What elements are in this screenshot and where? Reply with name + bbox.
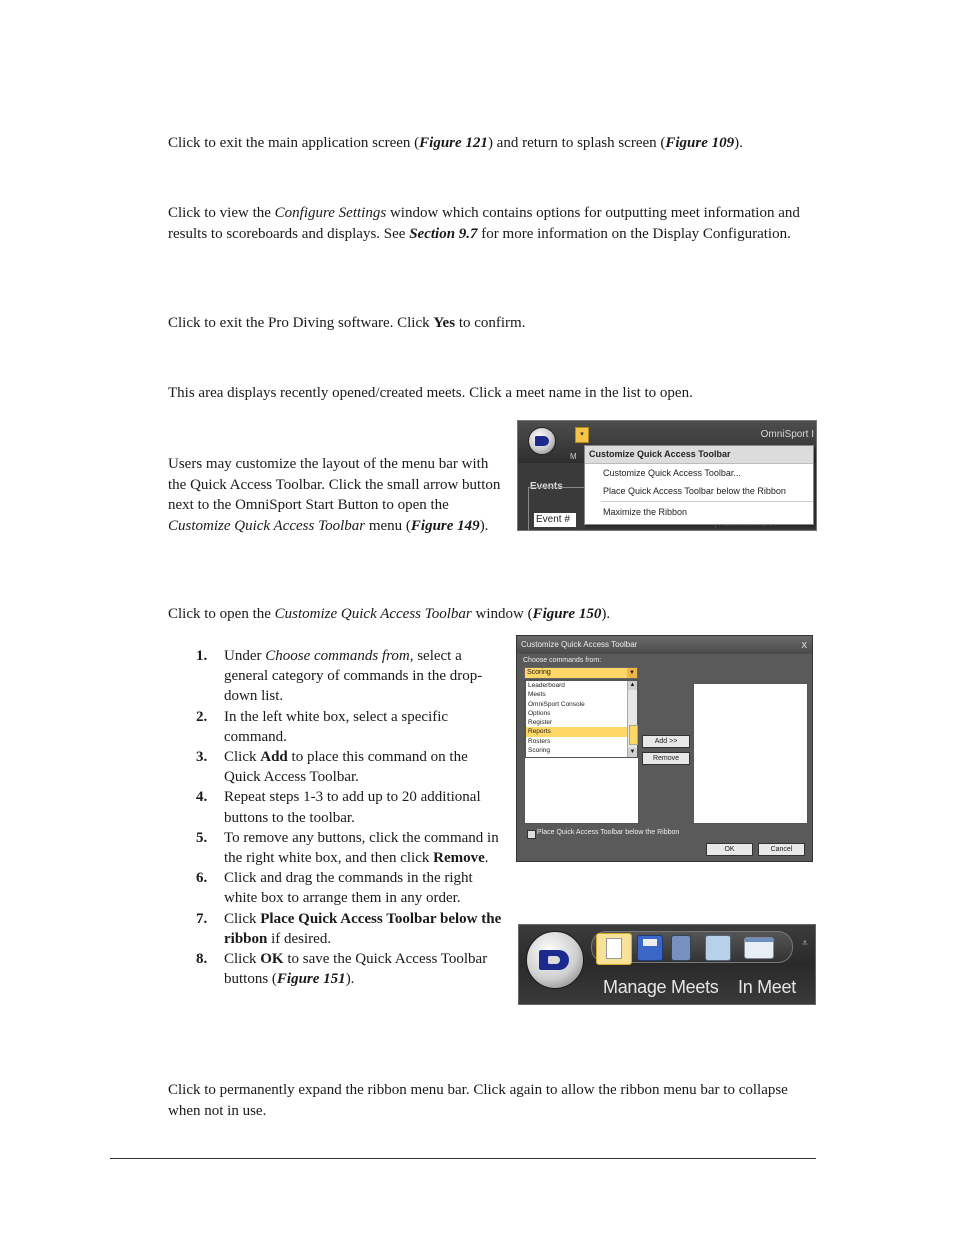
- page-icon: [606, 938, 622, 959]
- save-icon[interactable]: [637, 935, 663, 961]
- logo-d-icon: [535, 436, 549, 446]
- figure-ref: Figure 151: [276, 971, 346, 988]
- list-item[interactable]: OmniSport Console: [528, 700, 585, 708]
- text: OK: [260, 951, 284, 968]
- save-label-icon: [643, 939, 657, 946]
- customize-window-paragraph: [168, 604, 818, 625]
- figure-149-qat-menu: [517, 420, 817, 531]
- text: ).: [345, 971, 355, 988]
- menu-separator: [601, 501, 813, 502]
- scroll-up-icon[interactable]: ▲: [629, 682, 636, 688]
- list-item[interactable]: Rosters: [528, 737, 551, 745]
- text: to save the Quick Access Toolbar buttons (: [224, 951, 488, 988]
- list-item: [196, 747, 506, 787]
- list-item[interactable]: Leaderboard: [528, 682, 565, 689]
- qat-context-menu: [584, 445, 814, 525]
- text: for more information on the Display Configuration.: [477, 225, 791, 242]
- text: Click to exit the Pro Diving software. Click: [168, 315, 434, 331]
- window-title: Customize Quick Access Toolbar: [521, 640, 638, 649]
- list-item: [196, 949, 506, 989]
- text: Click: [224, 749, 261, 766]
- choose-commands-label: Choose commands from:: [523, 657, 602, 664]
- list-item: [196, 707, 506, 747]
- commands-category-select[interactable]: [524, 667, 638, 679]
- menu-item-customize[interactable]: Customize Quick Access Toolbar...: [603, 468, 741, 478]
- menu-name: Customize Quick Access Toolbar: [168, 517, 366, 534]
- text: .: [484, 850, 489, 867]
- place-below-label: Place Quick Access Toolbar below the Ribbon: [537, 829, 680, 836]
- tab-stub: M: [570, 452, 577, 461]
- binder-icon[interactable]: [671, 935, 691, 961]
- qat-dropdown-arrow-icon[interactable]: ▾: [575, 427, 589, 443]
- text: Click to permanently expand the ribbon menu bar. Click again to allow the ribbon menu bar to collapse when not in use.: [168, 1082, 788, 1119]
- list-item: [196, 787, 506, 827]
- yes-label: Yes: [433, 315, 456, 331]
- maximize-paragraph: [168, 1080, 818, 1121]
- configure-paragraph: [168, 203, 818, 244]
- figure-150-customize-window: [516, 635, 813, 862]
- window-name: Customize Quick Access Toolbar: [274, 606, 472, 622]
- text: To remove any buttons, click the command in the right white box, and then click: [224, 829, 499, 867]
- text: Place Quick Access Toolbar below the ribbon: [224, 910, 502, 947]
- list-item: [196, 646, 506, 707]
- tab-manage-meets[interactable]: Manage Meets: [603, 977, 719, 997]
- text: ).: [601, 606, 611, 622]
- footer-rule: [110, 1158, 816, 1159]
- omnisport-title: OmniSport I: [760, 429, 814, 440]
- text: ) and return to splash screen (: [487, 135, 666, 151]
- text: Under: [224, 648, 266, 664]
- text: Choose commands from: [265, 648, 410, 664]
- list-item: [196, 909, 506, 949]
- list-item[interactable]: Meets: [528, 691, 546, 699]
- text: menu (: [365, 517, 411, 534]
- exit-meet-paragraph: [168, 133, 818, 154]
- figure-ref: Figure 121: [419, 135, 488, 151]
- figure-151-toolbar: [518, 924, 816, 1005]
- close-icon[interactable]: x: [801, 639, 807, 651]
- step-number: 8.: [196, 951, 208, 968]
- text: Users may customize the layout of the menu bar with the Quick Access Toolbar. Click the small arrow button next to the OmniSport Start Button to open the: [168, 456, 501, 513]
- chevron-down-icon[interactable]: ▼: [627, 668, 637, 678]
- text: Click to open the: [168, 606, 275, 622]
- window-titlebar: [517, 636, 812, 654]
- print-icon[interactable]: [705, 935, 731, 961]
- scroll-thumb[interactable]: [629, 725, 638, 745]
- text: Click to view the: [168, 205, 275, 221]
- text: if desired.: [267, 930, 332, 947]
- text: Click: [224, 910, 261, 927]
- select-value: Scoring: [527, 669, 551, 676]
- text: This area displays recently opened/created meets. Click a meet name in the list to open.: [168, 385, 693, 401]
- add-button[interactable]: Add >>: [642, 735, 690, 748]
- exit-app-paragraph: [168, 313, 818, 334]
- text: Click: [224, 951, 261, 968]
- text: Repeat steps 1-3 to add up to 20 additional buttons to the toolbar.: [224, 789, 481, 826]
- text: Click to exit the main application screen (: [168, 135, 420, 151]
- event-number-field[interactable]: Event #: [534, 513, 576, 527]
- text: Add: [260, 749, 288, 766]
- step-number: 5.: [196, 829, 208, 846]
- category-dropdown-list[interactable]: [525, 680, 638, 758]
- text: ).: [479, 517, 489, 534]
- text: to place this command on the Quick Access Toolbar.: [224, 749, 468, 786]
- text: In the left white box, select a specific command.: [224, 708, 449, 745]
- step-number: 4.: [196, 789, 208, 806]
- window-bar: [745, 938, 773, 942]
- events-label: Events: [530, 481, 563, 492]
- menu-item-maximize[interactable]: Maximize the Ribbon: [603, 507, 688, 517]
- list-item: [196, 828, 506, 868]
- tab-in-meet[interactable]: In Meet: [738, 977, 796, 997]
- scroll-down-icon[interactable]: ▼: [629, 749, 636, 755]
- list-item[interactable]: Scoring: [528, 747, 551, 755]
- chevron-down-icon[interactable]: ⩡: [802, 938, 808, 949]
- step-number: 7.: [196, 910, 208, 927]
- step-number: 3.: [196, 749, 208, 766]
- text: Click and drag the commands in the right white box to arrange them in any order.: [224, 870, 473, 907]
- steps-list: [196, 646, 506, 989]
- text: to confirm.: [455, 315, 526, 331]
- list-item: [196, 868, 506, 908]
- text: , select a general category of commands in the drop-down list.: [224, 648, 483, 705]
- figure-ref: Figure 109: [665, 135, 735, 151]
- menu-header: Customize Quick Access Toolbar: [585, 446, 813, 464]
- window-name: Configure Settings: [274, 205, 387, 221]
- logo-d-inner: [548, 956, 560, 964]
- step-number: 1.: [196, 648, 208, 664]
- list-item[interactable]: Register: [528, 719, 553, 727]
- recent-meets-paragraph: [168, 383, 818, 404]
- figure-ref: Figure 150: [532, 606, 602, 622]
- ok-button[interactable]: OK: [706, 843, 753, 856]
- qat-intro-paragraph: [168, 454, 508, 536]
- window-icon[interactable]: [744, 937, 774, 959]
- step-number: 6.: [196, 870, 208, 887]
- list-item-selected[interactable]: Reports: [526, 727, 637, 736]
- list-item[interactable]: Options: [528, 709, 551, 717]
- text: Remove: [433, 850, 485, 867]
- step-number: 2.: [196, 708, 208, 725]
- figure-ref: Figure 149: [410, 517, 480, 534]
- text: ).: [734, 135, 743, 151]
- text: window (: [471, 606, 533, 622]
- scrollbar[interactable]: [627, 681, 637, 757]
- section-ref: Section 9.7: [409, 225, 478, 242]
- cancel-button[interactable]: Cancel: [758, 843, 805, 856]
- new-document-icon[interactable]: [596, 933, 632, 965]
- place-below-checkbox[interactable]: [527, 830, 536, 839]
- logo-d-icon: [539, 950, 569, 970]
- menu-item-place-below[interactable]: Place Quick Access Toolbar below the Ribbon: [603, 486, 786, 496]
- omnisport-start-button[interactable]: [528, 427, 556, 455]
- toolbar-commands-box[interactable]: [693, 683, 808, 824]
- remove-button[interactable]: Remove: [642, 752, 690, 765]
- text: window which contains options for outputting meet information and results to scoreboards and displays. See: [168, 205, 800, 242]
- omnisport-start-button[interactable]: [526, 931, 584, 989]
